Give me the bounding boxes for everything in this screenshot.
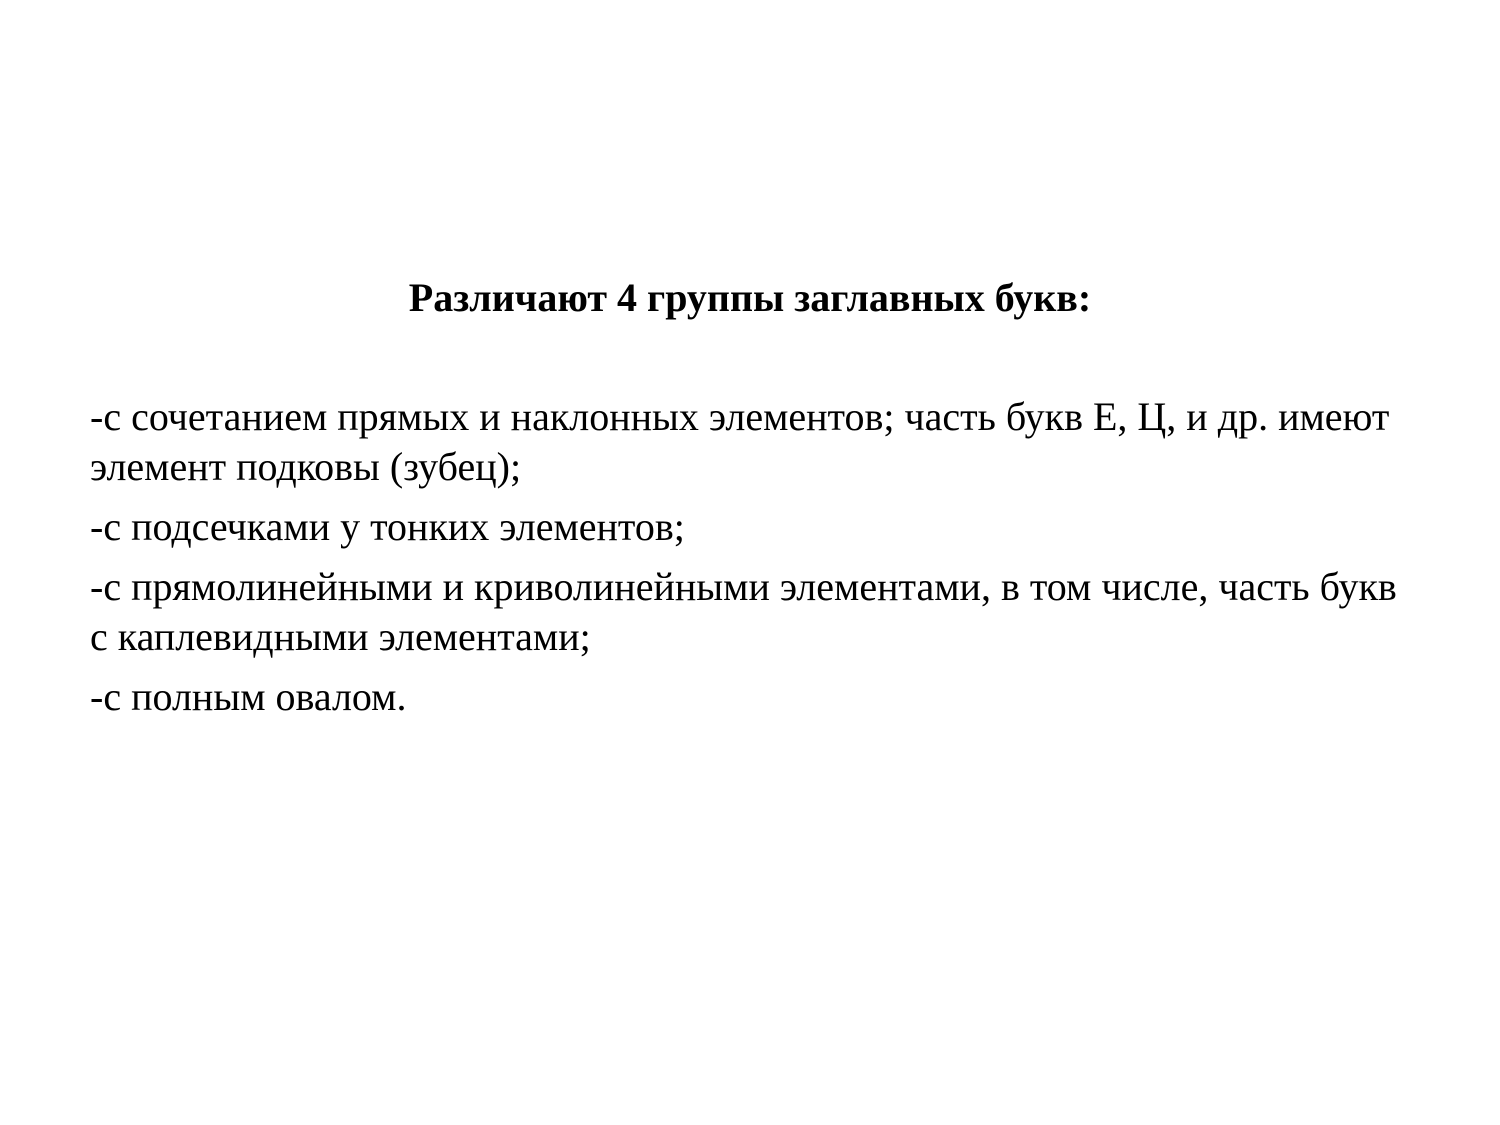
list-item: -с сочетанием прямых и наклонных элементов; часть букв Е, Ц, и др. имеют элемент подковы (зубец);: [90, 394, 1390, 489]
list-item: -с подсечками у тонких элементов;: [90, 504, 685, 549]
slide-title: Различают 4 группы заглавных букв:: [408, 275, 1092, 320]
list-item: -с прямолинейными и криволинейными элементами, в том числе, часть букв с каплевидными элементами;: [90, 564, 1397, 659]
list-item: -с полным овалом.: [90, 674, 407, 719]
letter-groups-list: [90, 392, 1420, 732]
